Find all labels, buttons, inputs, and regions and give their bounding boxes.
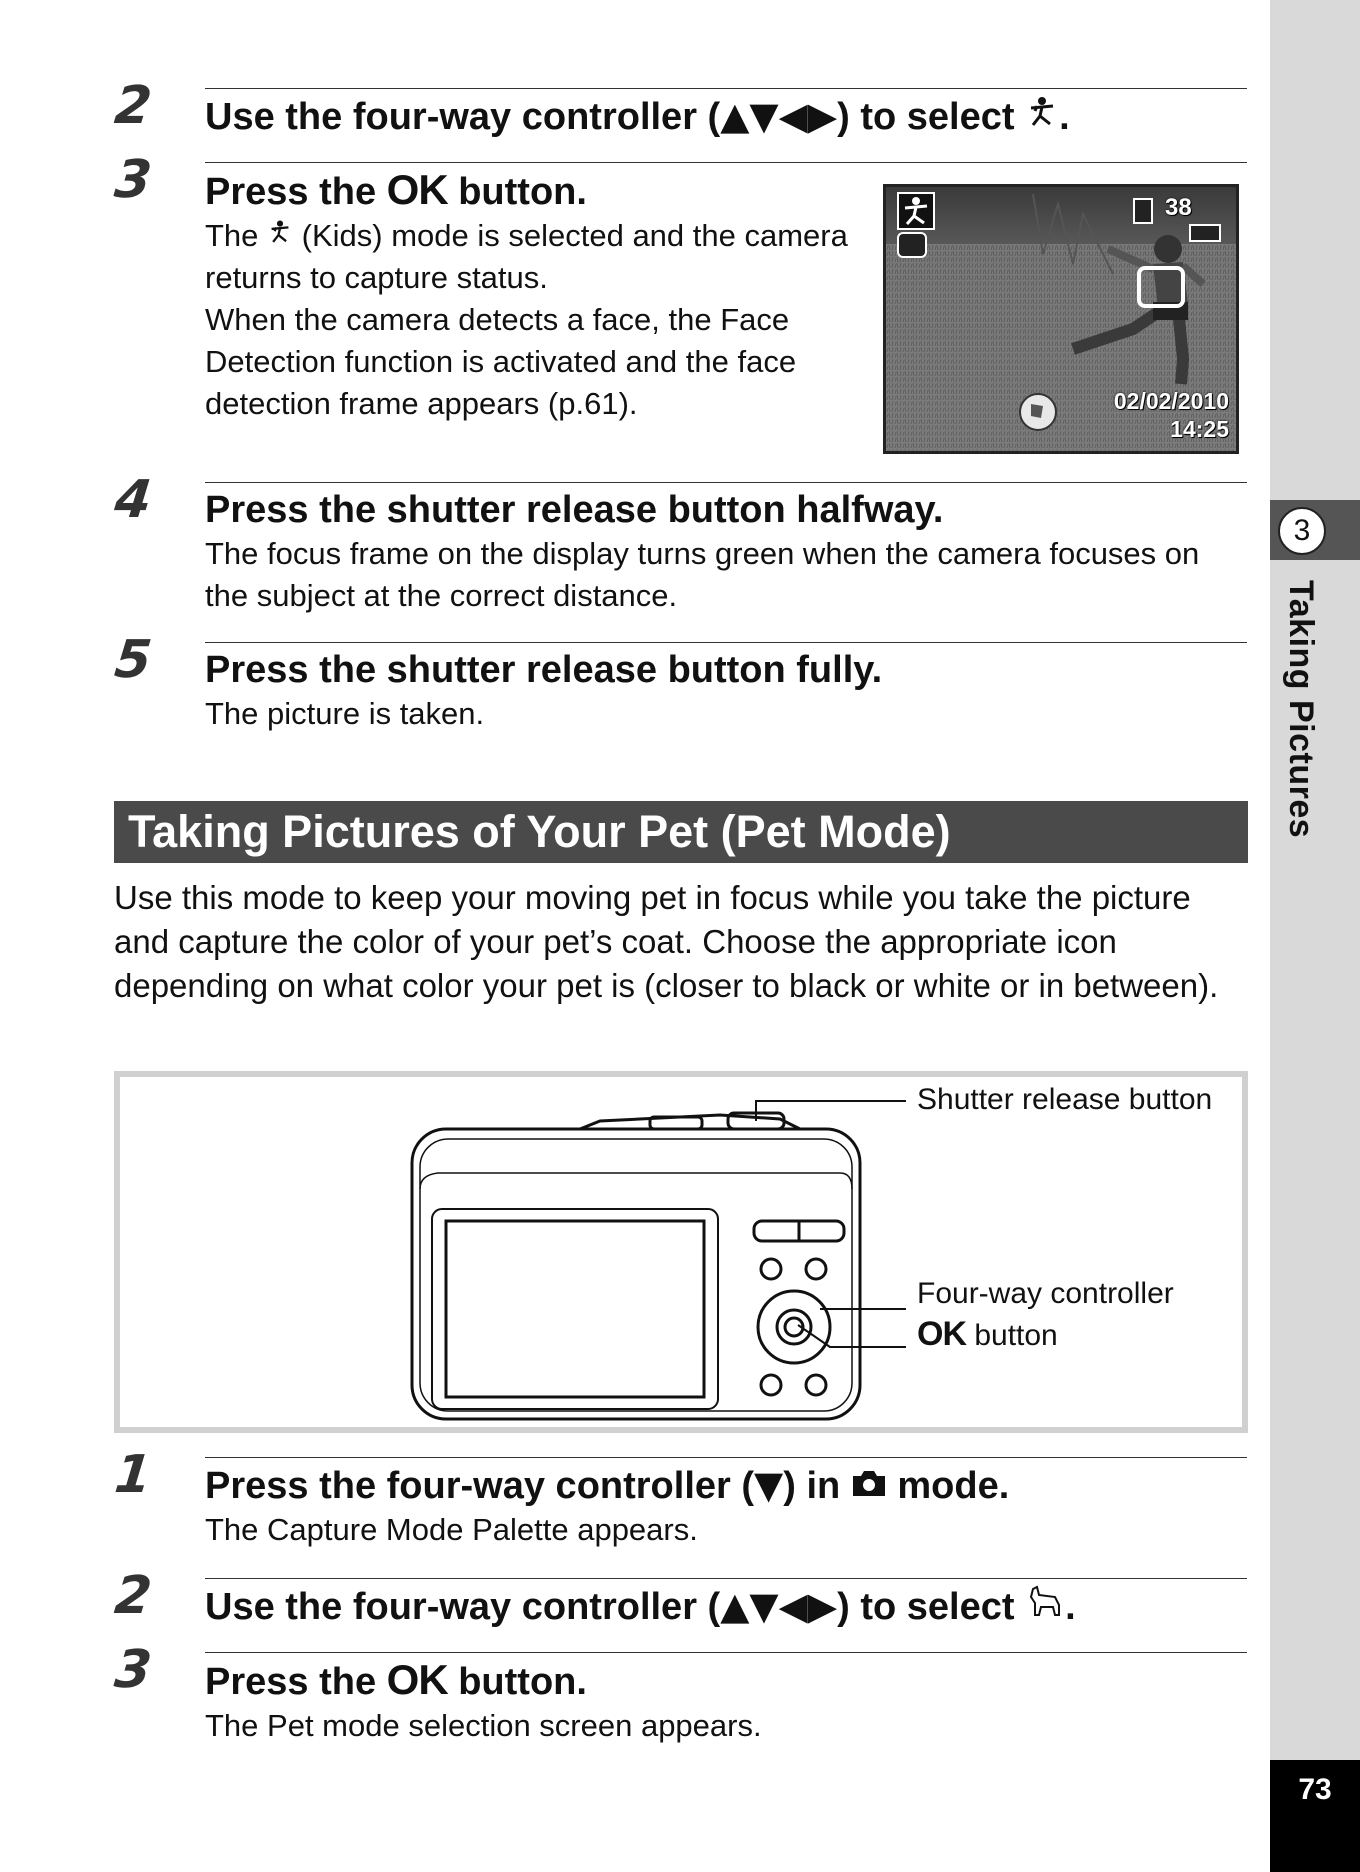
pet-icon (1025, 1586, 1065, 1628)
arrows-icon: ▲▼◀▶ (720, 1584, 838, 1628)
step-number: 1 (111, 1445, 155, 1505)
four-way-controller-label: Four-way controller (917, 1277, 1174, 1310)
step-number: 4 (111, 470, 155, 530)
step-number: 3 (111, 150, 155, 210)
chapter-sidebar (1270, 0, 1360, 1872)
photo-date: 02/02/2010 (1113, 388, 1229, 414)
chapter-title: Taking Pictures (1282, 580, 1320, 839)
memory-card-icon (1133, 198, 1153, 224)
step-heading: Use the four-way controller (▲▼◀▶) to select . (205, 1584, 1076, 1628)
section-intro: Use this mode to keep your moving pet in focus while you take the picture and capture the color of your pet’s coat. Choose the appropriate icon depending on what color your pet is (closer to black or white or in between). (114, 879, 1219, 1004)
photo-time: 14:25 (1170, 416, 1229, 442)
step-2-select-kids (111, 76, 1247, 140)
focus-frame (1137, 266, 1185, 308)
kids-icon (1025, 94, 1059, 138)
pet-step-1 (111, 1445, 1247, 1551)
lcd-preview-photo (883, 184, 1239, 454)
chapter-number: 3 (1278, 507, 1326, 555)
pet-step-2 (111, 1566, 1247, 1630)
step-heading: Press the shutter release button halfway. (205, 489, 944, 531)
step-number: 5 (111, 630, 155, 690)
section-title: Taking Pictures of Your Pet (Pet Mode) (114, 801, 1248, 863)
battery-icon (1189, 224, 1221, 242)
pet-step-3 (111, 1640, 1247, 1747)
step-number: 2 (111, 76, 155, 136)
kids-icon (267, 218, 293, 253)
shots-remaining: 38 (1165, 194, 1192, 221)
kids-mode-icon (897, 192, 935, 230)
step-heading: Press the four-way controller (▼) in mode. (205, 1463, 1010, 1507)
page-number: 73 (1270, 1760, 1360, 1872)
camera-diagram (114, 1071, 1248, 1433)
step-number: 3 (111, 1640, 155, 1700)
ok-button-label: OK button (917, 1315, 1058, 1353)
step-body: The focus frame on the display turns green when the camera focuses on the subject at the correct distance. (205, 536, 1200, 613)
camera-back-drawing (120, 1077, 1242, 1427)
step-4-half-press (111, 470, 1247, 617)
step-heading: Press the shutter release button fully. (205, 649, 883, 691)
ok-label: OK (386, 166, 448, 213)
step-heading: Press the OK button. (205, 1656, 587, 1703)
face-detect-icon (897, 232, 927, 258)
shutter-release-label: Shutter release button (917, 1083, 1213, 1116)
step-heading: Use the four-way controller (▲▼◀▶) to select . (205, 94, 1070, 138)
step-body: The picture is taken. (205, 696, 485, 731)
step-body: The Pet mode selection screen appears. (205, 1708, 762, 1743)
ok-label: OK (386, 1656, 448, 1703)
step-body: The Capture Mode Palette appears. (205, 1512, 698, 1547)
step-5-full-press (111, 630, 1247, 735)
step-body: The (Kids) mode is selected and the camera returns to capture status. When the camera detects a face, the Face Detection function is activated and the face detection frame appears (p.61). (205, 218, 848, 421)
arrows-icon: ▲▼◀▶ (720, 94, 838, 138)
down-arrow-icon: ▼ (754, 1463, 784, 1507)
step-heading: Press the OK button. (205, 166, 587, 213)
camera-icon (851, 1465, 887, 1507)
step-number: 2 (111, 1566, 155, 1626)
